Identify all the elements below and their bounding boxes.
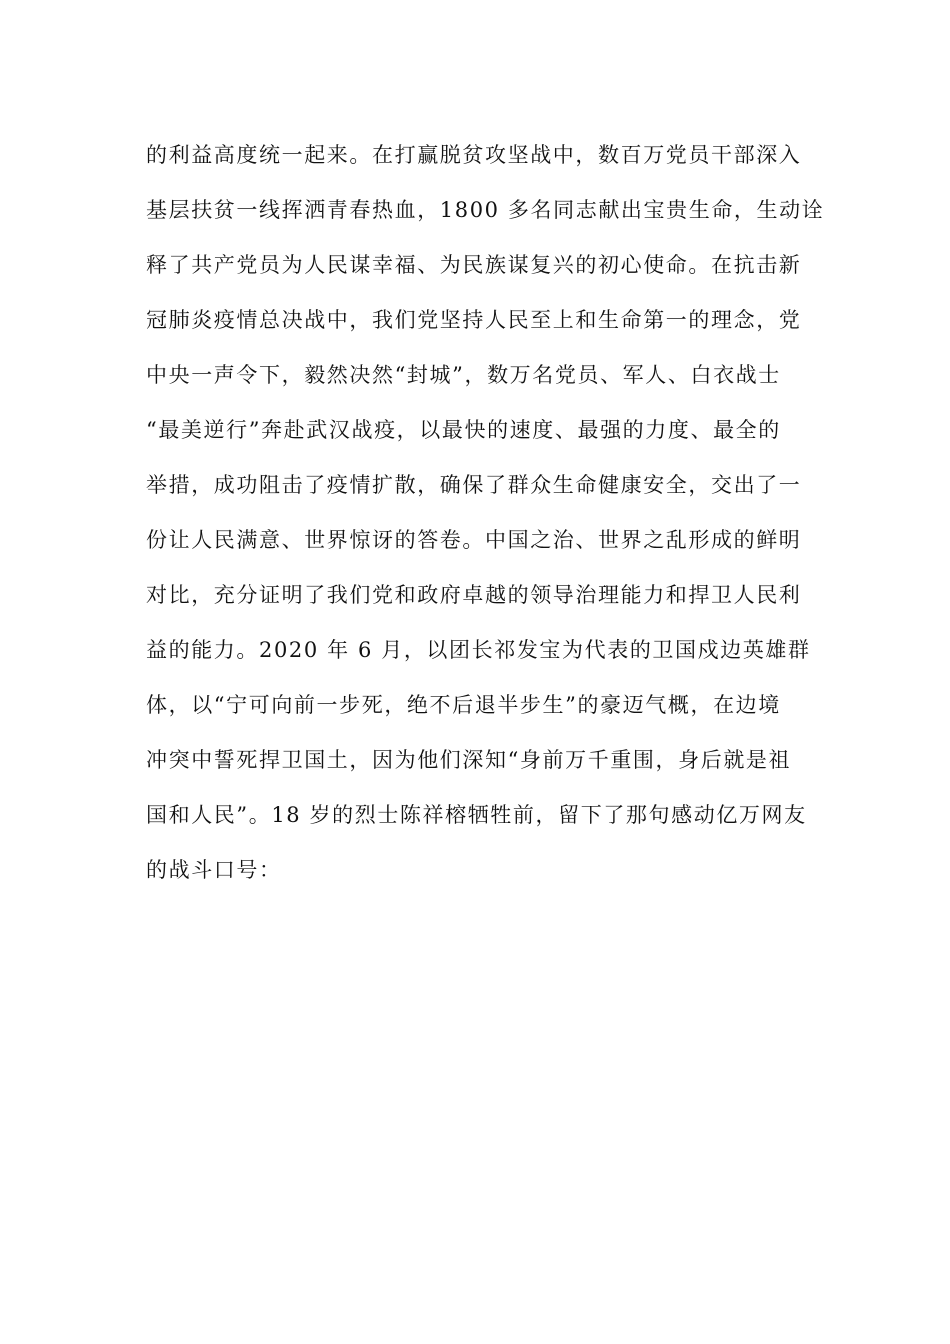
text-line: 基层扶贫一线挥洒青春热血，1800 多名同志献出宝贵生命，生动诠 xyxy=(146,198,825,222)
text-line: 国和人民”。18 岁的烈士陈祥榕牺牲前，留下了那句感动亿万网友 xyxy=(146,803,807,827)
text-line: 的战斗口号： xyxy=(146,858,282,882)
body-paragraph xyxy=(146,128,825,898)
text-line: 冠肺炎疫情总决战中，我们党坚持人民至上和生命第一的理念，党 xyxy=(146,308,802,332)
text-line: 举措，成功阻击了疫情扩散，确保了群众生命健康安全，交出了一 xyxy=(146,473,802,497)
text-line: 份让人民满意、世界惊讶的答卷。中国之治、世界之乱形成的鲜明 xyxy=(146,528,802,552)
text-line: 体，以“宁可向前一步死，绝不后退半步生”的豪迈气概，在边境 xyxy=(146,693,781,717)
text-line: 的利益高度统一起来。在打赢脱贫攻坚战中，数百万党员干部深入 xyxy=(146,143,802,167)
text-line: “最美逆行”奔赴武汉战疫，以最快的速度、最强的力度、最全的 xyxy=(146,418,781,442)
text-line: 释了共产党员为人民谋幸福、为民族谋复兴的初心使命。在抗击新 xyxy=(146,253,802,277)
text-line: 对比，充分证明了我们党和政府卓越的领导治理能力和捍卫人民利 xyxy=(146,583,802,607)
text-line: 冲突中誓死捍卫国土，因为他们深知“身前万千重围，身后就是祖 xyxy=(146,748,792,772)
text-line: 中央一声令下，毅然决然“封城”，数万名党员、军人、白衣战士 xyxy=(146,363,781,387)
text-line: 益的能力。2020 年 6 月，以团长祁发宝为代表的卫国戍边英雄群 xyxy=(146,638,811,662)
